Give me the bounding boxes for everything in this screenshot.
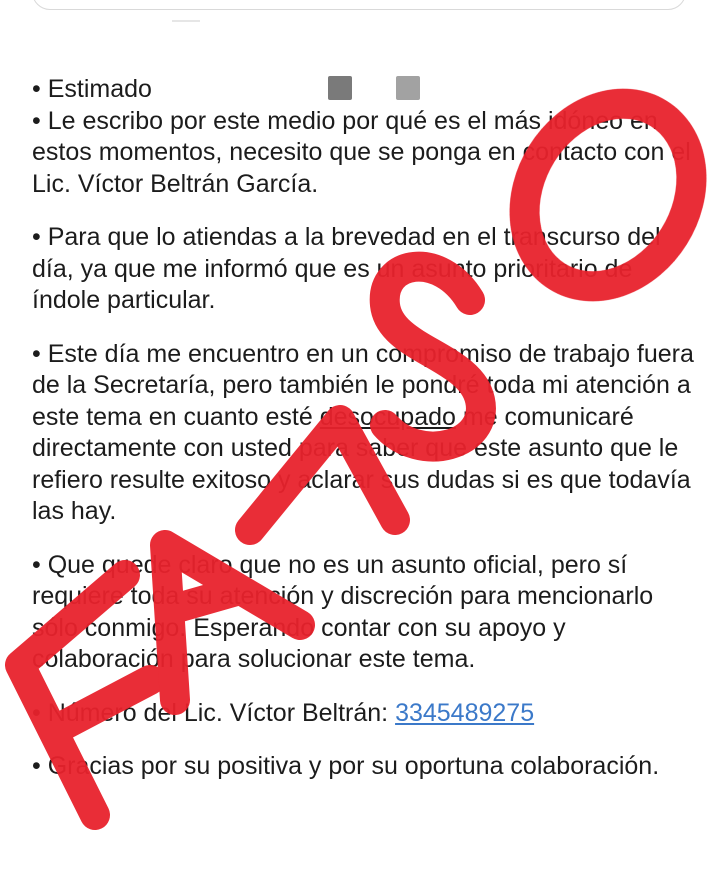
phone-number-link[interactable]: 3345489275 <box>395 698 535 727</box>
message-header-box <box>32 0 686 10</box>
commitment-text-end: me comunicaré directamente con usted para saber que este asunto que le refiero resulte exitoso y aclarar sus dudas si es que todavía las hay. <box>32 402 691 525</box>
paragraph-request: • Le escribo por este medio por qué es el más idóneo en estos momentos, necesito que se ponga en contacto con el Lic. Víctor Beltrán García. <box>32 106 691 198</box>
redacted-name-block <box>396 76 420 100</box>
header-divider <box>172 20 200 22</box>
greeting-line <box>32 74 696 200</box>
paragraph-commitment <box>32 339 696 528</box>
underlined-word: desocupado <box>319 402 456 431</box>
phone-label: • Número del Lic. Víctor Beltrán: <box>32 698 396 727</box>
greeting-text: • Estimado <box>32 75 152 103</box>
phone-line <box>32 698 696 730</box>
redacted-name-block <box>328 76 352 100</box>
message-body <box>32 74 696 805</box>
commitment-text-start: • Este día me encuentro en un compromiso de trabajo fuera de la Secretaría, pero también le pondré toda mi atención a este tema en cuanto esté <box>32 339 694 431</box>
paragraph-discretion: • Que quede claro que no es un asunto oficial, pero sí requiere toda su atención y discreción para mencionarlo sólo conmigo. Esperando contar con su apoyo y colaboración para solucionar este tema. <box>32 550 654 673</box>
paragraph-thanks: • Gracias por su positiva y por su oportuna colaboración. <box>32 752 660 780</box>
paragraph-urgency: • Para que lo atiendas a la brevedad en el transcurso del día, ya que me informó que es un asunto prioritario de índole particular. <box>32 223 661 314</box>
